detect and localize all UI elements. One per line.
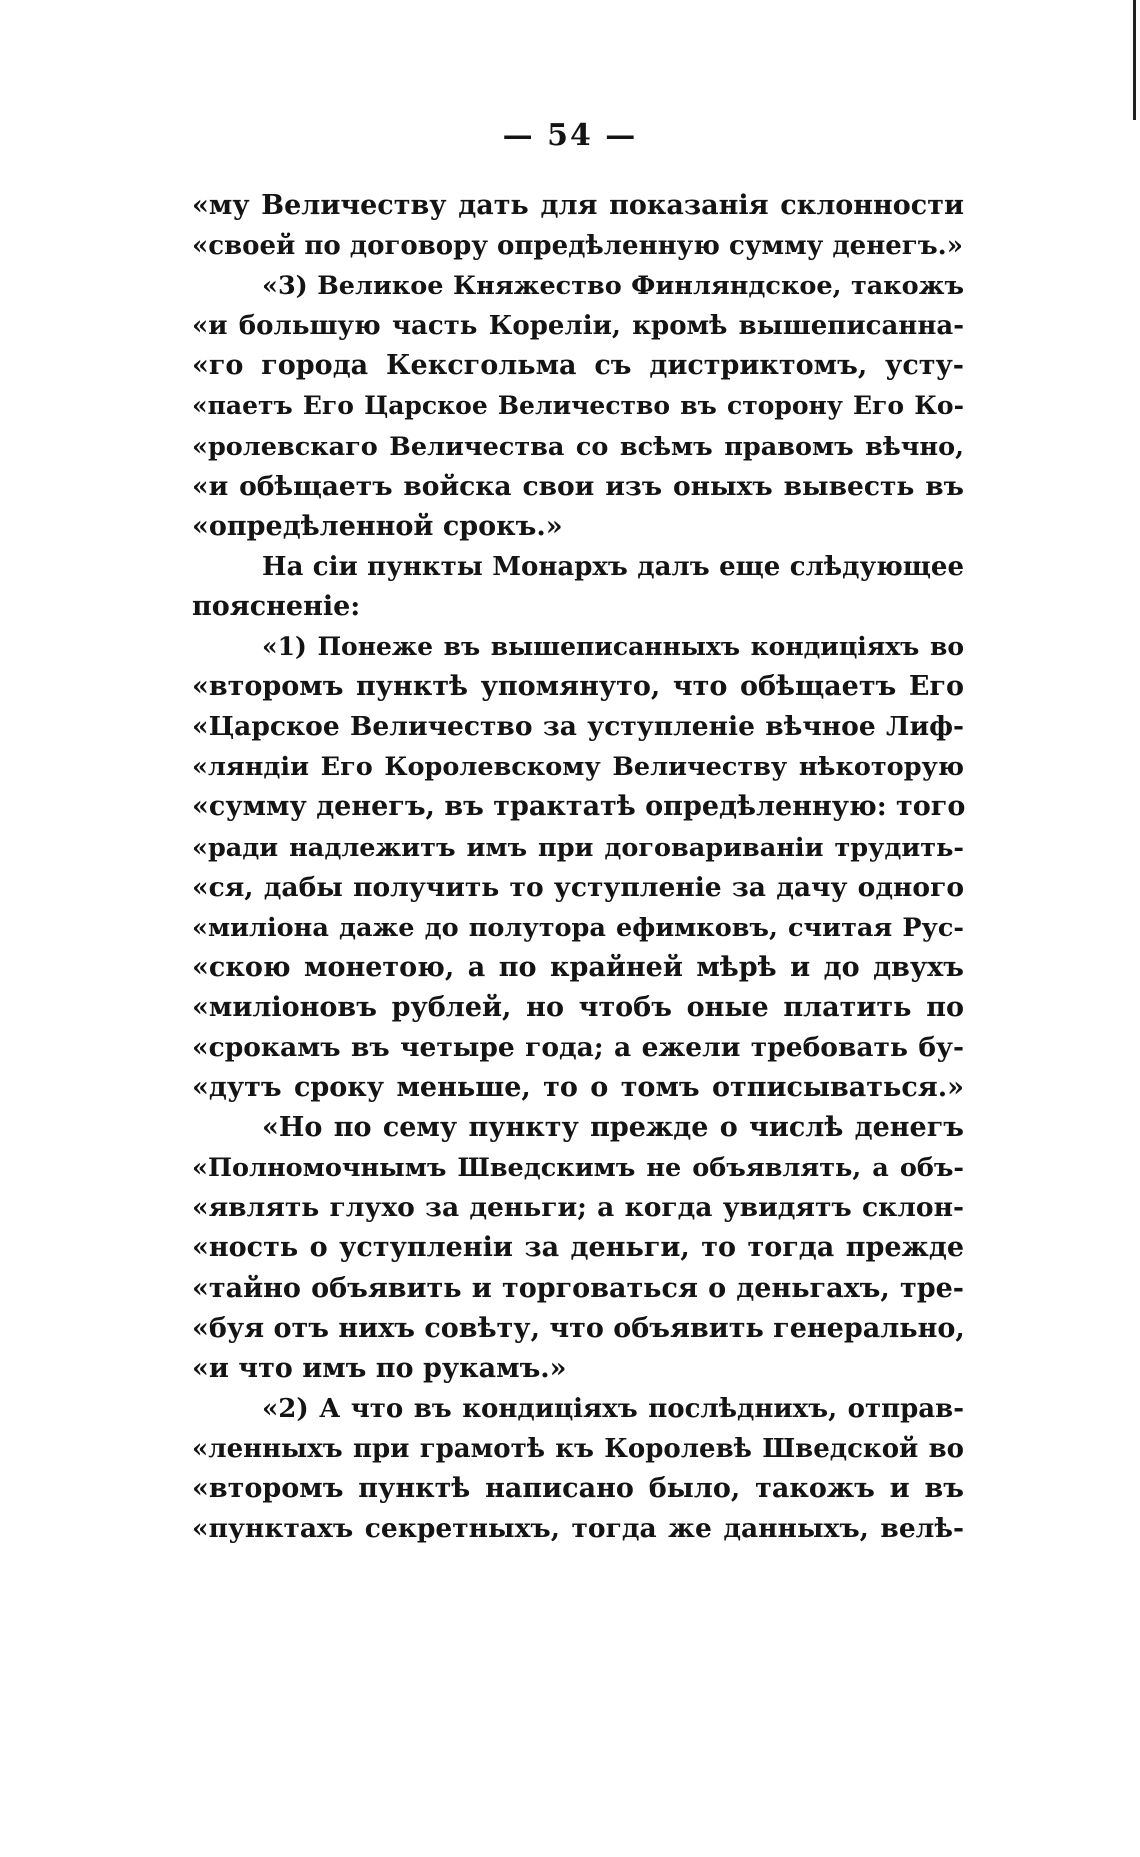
text-line: «опредѣленной срокъ.» — [192, 510, 563, 542]
text-line: На сіи пункты Монархъ далъ еще слѣдующее — [262, 551, 964, 582]
text-line: «миліона даже до полутора ефимковъ, считая Рус- — [192, 912, 964, 943]
text-line: «второмъ пунктѣ упомянуто, что обѣщаетъ Его — [192, 671, 964, 703]
text-line: «и обѣщаетъ войска свои изъ оныхъ вывесть въ — [192, 470, 964, 502]
text-line: «Но по сему пункту прежде о числѣ денегъ — [262, 1112, 964, 1144]
text-line: «2) А что въ кондиціяхъ послѣднихъ, отправ- — [262, 1393, 964, 1424]
text-line: «дутъ сроку меньше, то о томъ отписываться.» — [192, 1072, 964, 1104]
text-line: «второмъ пунктѣ написано было, такожъ и въ — [192, 1473, 964, 1504]
text-line: «буя отъ нихъ совѣту, что объявить генерально, — [192, 1312, 965, 1344]
margin-mark — [1133, 0, 1136, 120]
text-line: «ради надлежитъ имъ при договариваніи трудить- — [192, 832, 964, 863]
text-line: «и что имъ по рукамъ.» — [192, 1352, 567, 1384]
text-line: «своей по договору опредѣленную сумму денегъ.» — [192, 231, 963, 262]
body-text — [192, 186, 964, 1549]
text-line: «срокамъ въ четыре года; а ежели требовать бу- — [192, 1031, 964, 1063]
text-line: «3) Великое Княжество Финляндское, такожъ — [262, 271, 964, 302]
text-line: «являть глухо за деньги; а когда увидятъ склон- — [192, 1192, 964, 1224]
text-line: «пунктахъ секретныхъ, тогда же данныхъ, велѣ- — [192, 1513, 964, 1545]
text-line: «го города Кексгольма съ дистриктомъ, усту- — [192, 350, 964, 382]
text-line: «ленныхъ при грамотѣ къ Королевѣ Шведской во — [192, 1433, 964, 1464]
text-line: «тайно объявить и торговаться о деньгахъ, тре- — [192, 1272, 964, 1304]
text-line: «му Величеству дать для показанія склонности — [192, 190, 964, 221]
text-line: «1) Понеже въ вышеписанныхъ кондиціяхъ во — [262, 632, 964, 662]
text-line: «ность о уступленіи за деньги, то тогда прежде — [192, 1232, 964, 1264]
text-line: «ся, дабы получить то уступленіе за дачу одного — [192, 871, 964, 903]
text-line: «миліоновъ рублей, но чтобъ оные платить по — [192, 991, 964, 1023]
page-number: — 54 — — [502, 118, 638, 153]
text-line: «и большую часть Кореліи, кромѣ вышеписанна- — [192, 311, 964, 342]
text-line: «сумму денегъ, въ трактатѣ опредѣленную: того — [192, 791, 966, 823]
text-line: «Полномочнымъ Шведскимъ не объявлять, а объ- — [192, 1153, 964, 1184]
text-line: «Царское Величество за уступленіе вѣчное Лиф- — [192, 711, 964, 743]
text-line: «скою монетою, а по крайней мѣрѣ и до двухъ — [192, 951, 964, 983]
text-line: «ляндіи Его Королевскому Величеству нѣкоторую — [192, 752, 964, 783]
text-line: поясненіе: — [192, 590, 361, 622]
text-line: «ролевскаго Величества со всѣмъ правомъ вѣчно, — [192, 431, 964, 462]
text-line: «паетъ Его Царское Величество въ сторону Его Ко- — [192, 391, 964, 421]
